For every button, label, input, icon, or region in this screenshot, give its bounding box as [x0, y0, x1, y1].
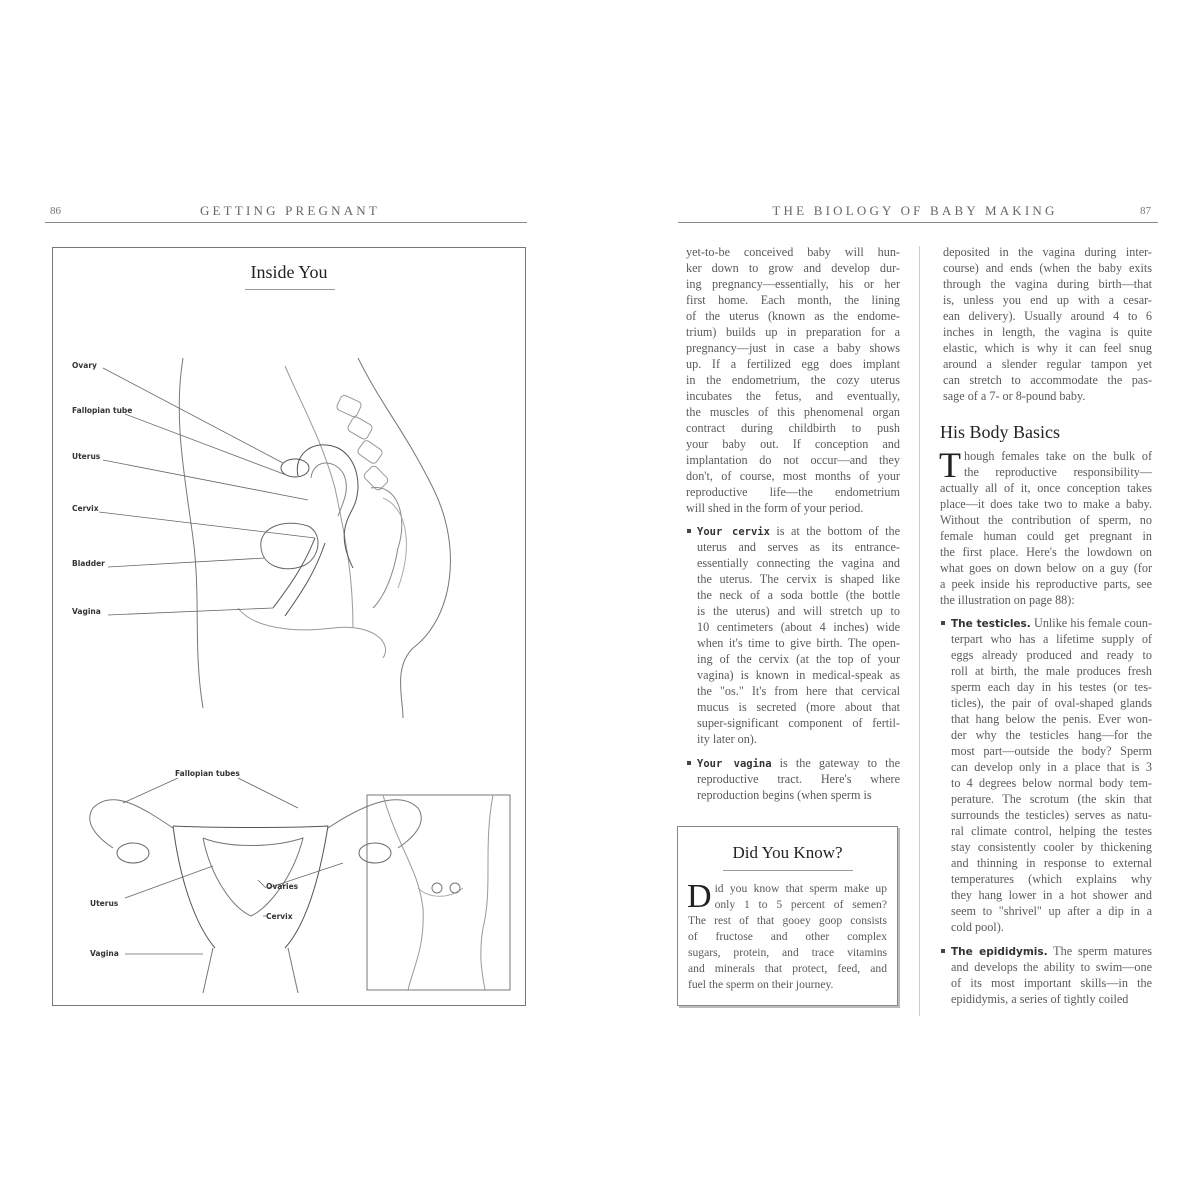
box-text: [687, 878, 887, 993]
text-line: Without the contribution of sperm, no: [940, 513, 1152, 527]
text-line: what goes on down below on a guy (for: [940, 561, 1152, 575]
text-line: that hang below the penis. Ever won-: [951, 712, 1152, 726]
bullet-text: is the gateway to the: [771, 756, 900, 770]
text-line: around a slender regular tampon yet: [943, 357, 1152, 371]
header-rule: [45, 222, 527, 223]
text-line: up. If a fertilized egg does implant: [686, 357, 900, 371]
text-line: temperatures (which explains why: [951, 872, 1152, 886]
bullet-epididymis: [940, 943, 1152, 1007]
text-line: roll at birth, the male produces fresh: [951, 664, 1152, 678]
text-line: sperm each day in his testes (or tes-: [951, 680, 1152, 694]
text-line: course) and ends (when the baby exits: [943, 261, 1152, 275]
text-line: pregnancy—just in case a baby shows: [686, 341, 900, 355]
label-ovaries: Ovaries: [266, 882, 299, 891]
bullet-text: Unlike his female coun-: [1030, 616, 1152, 630]
text-line: can develop only in a place that is 3: [951, 760, 1152, 774]
text-line: place—it does take two to make a baby.: [940, 497, 1152, 511]
text-line: The rest of that gooey goop consists: [688, 914, 887, 927]
text-line: they hang lower in a hot shower and: [951, 888, 1152, 902]
text-line: der why the testicles hang—for the: [951, 728, 1152, 742]
text-line: only 1 to 5 percent of semen?: [714, 898, 887, 911]
text-line: of the uterus (known as the endome-: [686, 309, 900, 323]
page-number-left: 86: [50, 205, 61, 217]
text-line: the muscles of this phenomenal organ: [686, 405, 900, 419]
text-line: id you know that sperm make up: [714, 882, 887, 895]
text-line: elastic, which is why it can feel snug: [943, 341, 1152, 355]
text-line: and thinning in response to external: [951, 856, 1152, 870]
text-line: don't, of course, most months of your: [686, 469, 900, 483]
text-line: and minerals that protect, feed, and: [688, 962, 887, 975]
text-line: contract during childbirth to push: [686, 421, 900, 435]
text-line: ral climate control, helping the testes: [951, 824, 1152, 838]
text-line: [697, 755, 900, 771]
text-line: ing of the cervix (at the top of your: [697, 652, 900, 666]
text-line: will shed in the form of your period.: [686, 501, 864, 515]
text-line: uterus and serves as its entrance-: [697, 540, 900, 554]
text-line: the uterus. The cervix is shaped like: [697, 572, 900, 586]
text-line: perature. The scrotum (the skin that: [951, 792, 1152, 806]
text-line: sage of a 7- or 8-pound baby.: [943, 389, 1086, 403]
box-title: Did You Know?: [732, 843, 843, 862]
column-1: [686, 244, 900, 803]
label-uterus: Uterus: [72, 452, 101, 461]
text-line: cold pool).: [951, 920, 1004, 934]
text-line: [697, 523, 900, 539]
bullet-text: The sperm matures: [1047, 944, 1152, 958]
bullet-lead: The epididymis.: [951, 946, 1048, 958]
text-line: the "os." It's from here that cervical: [697, 684, 900, 698]
running-head-left: GETTING PREGNANT: [199, 203, 381, 218]
column-2: [940, 244, 1152, 1007]
label-bladder: Bladder: [72, 559, 105, 568]
running-head-right: THE BIOLOGY OF BABY MAKING: [772, 203, 1058, 218]
text-line: essentially connecting the vagina and: [697, 556, 900, 570]
text-line: incubates the fetus, and eventually,: [686, 389, 900, 403]
header-rule-right: [678, 222, 1158, 223]
label-fallopian-tube: Fallopian tube: [72, 406, 133, 415]
text-line: through the vagina during birth—that: [943, 277, 1152, 291]
text-line: the neck of a soda bottle (the bottle: [697, 588, 900, 602]
label-uterus-front: Uterus: [90, 899, 119, 908]
text-line: epididymis, a series of tightly coiled: [951, 992, 1129, 1006]
text-line: and develops the ability to swim—one: [951, 960, 1152, 974]
text-line: actually all of it, once conception takes: [940, 481, 1152, 495]
text-line: the illustration on page 88):: [940, 593, 1075, 607]
text-line: the reproductive responsibility—: [964, 465, 1152, 479]
text-line: reproduction begins (when sperm is: [697, 788, 872, 802]
text-line: to 4 degrees below normal body tem-: [951, 776, 1152, 790]
bullet-text: is at the bottom of the: [769, 524, 900, 538]
text-line: surrounds the testicles) serves as natu-: [951, 808, 1152, 822]
text-line: is the uterus) and will stretch up to: [697, 604, 900, 618]
text-line: hough females take on the bulk of: [964, 449, 1152, 463]
column-divider: [919, 246, 920, 1016]
bullet-lead: Your vagina: [697, 758, 772, 770]
text-line: yet-to-be conceived baby will hun-: [686, 245, 900, 259]
label-vagina-front: Vagina: [90, 949, 119, 958]
text-line: reproductive tract. Here's where: [697, 772, 900, 786]
paragraph: [940, 244, 1152, 404]
text-line: of fructose and other complex: [688, 930, 887, 943]
text-line: of its most important skills—in the: [951, 976, 1152, 990]
did-you-know-box: [677, 826, 898, 1006]
text-line: the first place. Here's the lowdown on: [940, 545, 1152, 559]
text-line: vagina) is known in medical-speak as: [697, 668, 900, 682]
text-line: inches in length, the vagina is quite: [943, 325, 1152, 339]
bullet-lead: Your cervix: [697, 526, 770, 538]
label-fallopian-tubes: Fallopian tubes: [175, 769, 240, 778]
text-line: deposited in the vagina during inter-: [943, 245, 1152, 259]
bullet-cervix: [686, 523, 900, 747]
bullet-vagina: [686, 755, 900, 803]
box-title-rule: [723, 870, 853, 871]
text-line: fuel the sperm on their journey.: [688, 978, 834, 991]
anatomy-illustration: [53, 248, 525, 1005]
label-cervix: Cervix: [72, 504, 99, 513]
text-line: stay consistently cooler by thickening: [951, 840, 1152, 854]
text-line: eggs already produced and ready to: [951, 648, 1152, 662]
label-cervix-front: Cervix: [266, 912, 293, 921]
text-line: most part—outside the body? Sperm: [951, 744, 1152, 758]
figure-title: Inside You: [250, 262, 328, 282]
text-line: is, unless you end up with a cesar-: [943, 293, 1152, 307]
text-line: ker down to grow and develop dur-: [686, 261, 900, 275]
text-line: [951, 943, 1152, 959]
text-line: sugars, protein, and trace vitamins: [688, 946, 887, 959]
text-line: when it's time to give birth. The open-: [697, 636, 900, 650]
text-line: female human could get pregnant in: [940, 529, 1152, 543]
page-number-right: 87: [1140, 205, 1151, 217]
box-paragraph: [687, 878, 887, 993]
label-vagina: Vagina: [72, 607, 101, 616]
text-line: a peek inside his reproductive parts, see: [940, 577, 1152, 591]
drop-cap: D: [687, 878, 712, 915]
paragraph: [686, 244, 900, 516]
text-line: ticles), the pair of oval-shaped glands: [951, 696, 1152, 710]
text-line: ing pregnancy—essentially, his or her: [686, 277, 900, 291]
label-ovary: Ovary: [72, 361, 97, 370]
text-line: first home. Each month, the lining: [686, 293, 900, 307]
text-line: can stretch to accommodate the pas-: [943, 373, 1152, 387]
drop-cap: T: [939, 445, 961, 485]
text-line: reproductive life—the endometrium: [686, 485, 900, 499]
text-line: 10 centimeters (about 4 inches) wide: [697, 620, 900, 634]
bullet-testicles: [940, 615, 1152, 935]
text-line: terpart who has a lifetime supply of: [951, 632, 1152, 646]
text-line: in the endometrium, the cozy uterus: [686, 373, 900, 387]
text-line: trium) builds up in preparation for a: [686, 325, 900, 339]
text-line: implantation do not occur—and they: [686, 453, 900, 467]
text-line: ity later on).: [697, 732, 757, 746]
text-line: your baby out. If conception and: [686, 437, 900, 451]
text-line: seem to "shrivel" up after a dip in a: [951, 904, 1152, 918]
figure-inside-you: [52, 247, 526, 1006]
section-heading: His Body Basics: [940, 422, 1061, 442]
text-line: super-significant component of fertil-: [697, 716, 900, 730]
text-line: mucus is secreted (more about that: [697, 700, 900, 714]
text-line: [951, 615, 1152, 631]
intro-paragraph: [939, 445, 1152, 608]
bullet-lead: The testicles.: [951, 618, 1031, 630]
text-line: ean delivery). Usually around 4 to 6: [943, 309, 1152, 323]
